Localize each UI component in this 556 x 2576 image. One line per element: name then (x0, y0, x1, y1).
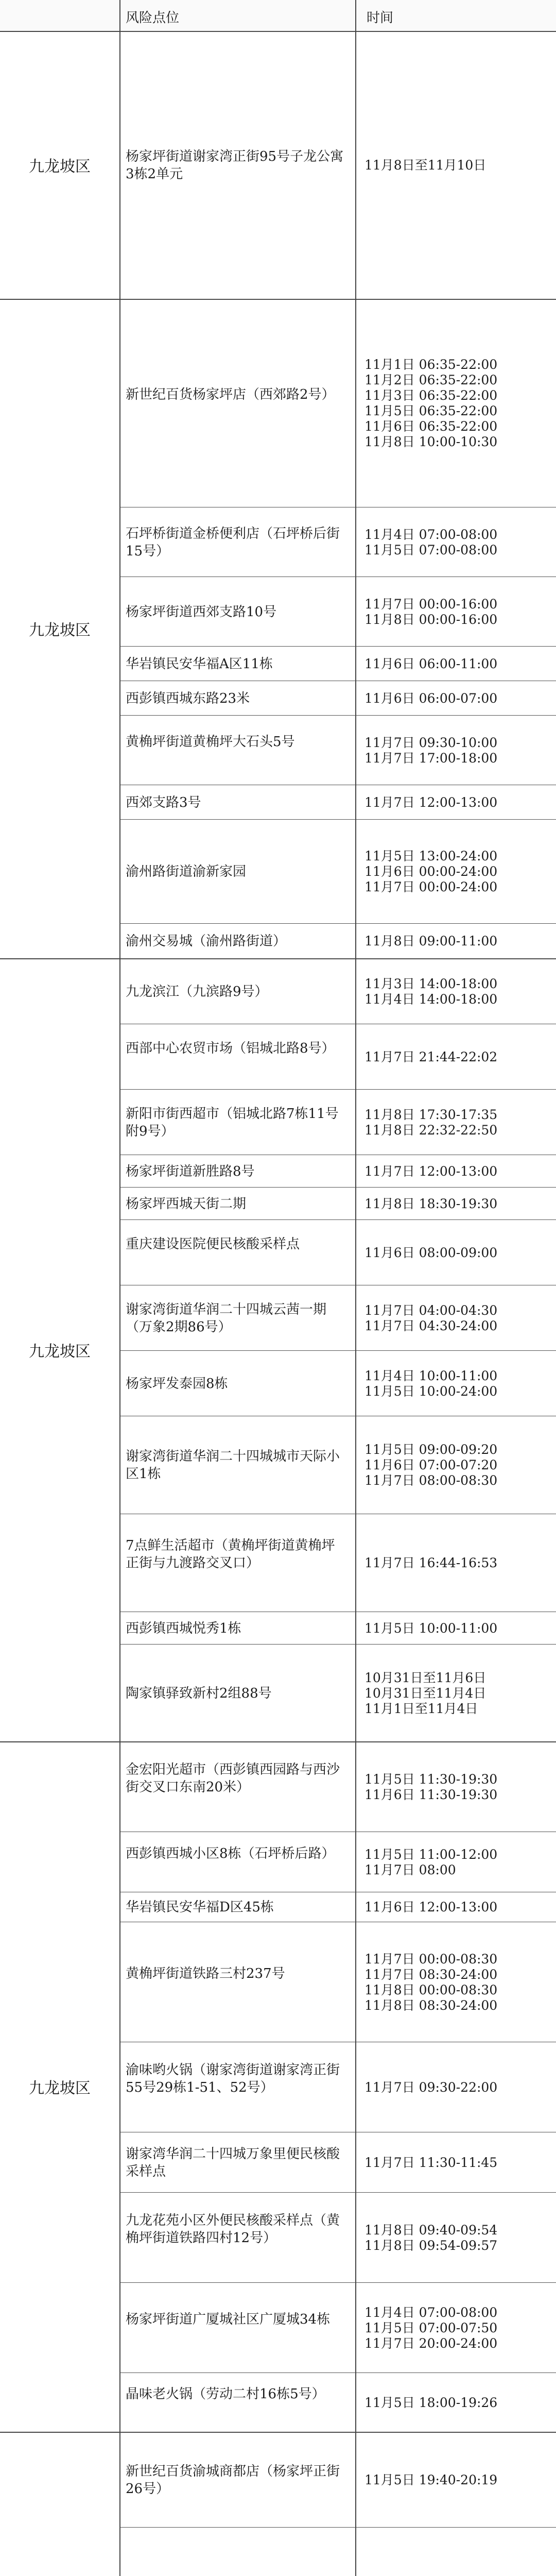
table-row (119, 1089, 556, 1155)
risk-location-cell: 金宏阳光超市（西彭镇西园路与西沙街交叉口东南20米） (126, 1762, 340, 1795)
district-label: 九龙坡区 (29, 158, 91, 176)
table-row (119, 715, 556, 785)
risk-location-cell: 杨家坪街道广厦城社区广厦城34栋 (126, 2312, 331, 2327)
risk-time-cell: 11月7日 12:00-13:00 (364, 795, 498, 810)
risk-time-cell: 11月7日 09:30-10:00 11月7日 17:00-18:00 (364, 735, 498, 766)
table-row (119, 1187, 556, 1219)
table-row (119, 819, 556, 923)
risk-time-cell: 11月6日 08:00-09:00 (364, 1245, 498, 1260)
risk-location-cell: 石坪桥街道金桥便利店（石坪桥后街15号） (126, 526, 340, 559)
table-row (119, 1024, 556, 1089)
table-row (119, 2042, 556, 2132)
risk-location-cell: 西彭镇西城东路23米 (126, 691, 250, 706)
risk-time-cell: 11月4日 07:00-08:00 11月5日 07:00-07:50 11月7日 20:00-24:00 (364, 2305, 498, 2351)
risk-time-cell: 11月6日 12:00-13:00 (364, 1900, 498, 1914)
district-label: 九龙坡区 (29, 2079, 91, 2097)
risk-location-cell: 新世纪百货杨家坪店（西郊路2号） (126, 387, 335, 402)
district-block (0, 958, 556, 1742)
table-row (119, 646, 556, 681)
risk-location-cell: 华岩镇民安华福D区45栋 (126, 1900, 274, 1915)
risk-time-cell: 11月4日 07:00-08:00 11月5日 07:00-08:00 (364, 527, 498, 557)
table-row (119, 1350, 556, 1416)
risk-time-cell: 11月7日 00:00-16:00 11月8日 00:00-16:00 (364, 597, 498, 627)
risk-time-cell: 11月4日 10:00-11:00 11月5日 10:00-24:00 (364, 1368, 498, 1399)
risk-location-cell: 西彭镇西城悦秀1栋 (126, 1621, 241, 1636)
risk-time-cell: 11月8日 09:40-09:54 11月8日 09:54-09:57 (364, 2223, 498, 2253)
table-row (119, 31, 556, 299)
risk-location-cell: 谢家湾街道华润二十四城城市天际小区1栋 (126, 1449, 340, 1482)
risk-time-cell: 11月7日 04:00-04:30 11月7日 04:30-24:00 (364, 1303, 498, 1333)
risk-time-cell: 11月8日 17:30-17:35 11月8日 22:32-22:50 (364, 1107, 498, 1138)
district-label: 九龙坡区 (29, 621, 91, 639)
risk-time-cell: 11月7日 00:00-08:30 11月7日 08:30-24:00 11月8日 00:00-08:30 11月8日 08:30-24:00 (364, 1952, 498, 2013)
risk-location-cell: 杨家坪街道西郊支路10号 (126, 604, 277, 620)
risk-location-cell: 黄桷坪街道铁路三村237号 (126, 1966, 285, 1981)
risk-location-cell: 西彭镇西城小区8栋（石坪桥后路） (126, 1846, 335, 1861)
table-row (119, 1892, 556, 1922)
risk-time-cell: 11月7日 16:44-16:53 (364, 1555, 498, 1570)
risk-time-cell: 11月5日 09:00-09:20 11月6日 07:00-07:20 11月7日 08:00-08:30 (364, 1442, 498, 1488)
risk-time-cell: 11月5日 19:40-20:19 (364, 2472, 498, 2487)
risk-location-cell: 陶家镇驿致新村2组88号 (126, 1686, 272, 1701)
risk-time-cell: 11月5日 11:00-12:00 11月7日 08:00 (364, 1847, 498, 1877)
table-row (119, 785, 556, 819)
table-row (119, 2527, 556, 2576)
risk-time-cell: 11月7日 09:30-22:00 (364, 2080, 498, 2095)
table-row (119, 2132, 556, 2192)
table-row (119, 2282, 556, 2372)
column-divider (119, 0, 120, 2576)
district-label: 九龙坡区 (29, 1343, 91, 1361)
table-row (119, 577, 556, 646)
risk-location-cell: 重庆建设医院便民核酸采样点 (126, 1236, 300, 1252)
table-row (119, 1219, 556, 1285)
table-row (119, 681, 556, 715)
risk-location-cell: 杨家坪西城天街二期 (126, 1196, 247, 1212)
risk-time-cell: 11月6日 06:00-11:00 (364, 656, 498, 671)
risk-time-cell: 11月5日 13:00-24:00 11月6日 00:00-24:00 11月7日 00:00-24:00 (364, 849, 498, 894)
risk-location-cell: 晶味老火锅（劳动二村16栋5号） (126, 2386, 325, 2402)
table-row (119, 2372, 556, 2432)
table-row (119, 1832, 556, 1892)
table-row (119, 1155, 556, 1187)
table-row (119, 1285, 556, 1350)
risk-time-cell: 11月7日 12:00-13:00 (364, 1164, 498, 1179)
risk-time-cell: 11月7日 21:44-22:02 (364, 1049, 498, 1064)
column-divider (355, 0, 356, 2576)
table-row (119, 1741, 556, 1832)
risk-location-cell: 杨家坪街道谢家湾正街95号子龙公寓3栋2单元 (126, 149, 344, 182)
table-row (119, 1514, 556, 1612)
table-row (119, 1416, 556, 1514)
table-row (119, 2432, 556, 2527)
risk-location-cell: 杨家坪街道新胜路8号 (126, 1164, 255, 1179)
risk-location-cell: 九龙滨江（九滨路9号） (126, 984, 268, 999)
risk-location-cell: 华岩镇民安华福A区11栋 (126, 656, 273, 672)
risk-time-cell: 11月5日 11:30-19:30 11月6日 11:30-19:30 (364, 1772, 498, 1802)
table-row (119, 1644, 556, 1741)
table-row (119, 299, 556, 507)
risk-location-cell: 黄桷坪街道黄桷坪大石头5号 (126, 734, 295, 750)
risk-time-cell: 11月5日 10:00-11:00 (364, 1621, 498, 1636)
table-row (119, 507, 556, 577)
table-row (119, 2192, 556, 2282)
risk-location-cell: 杨家坪发泰园8栋 (126, 1376, 228, 1392)
risk-time-cell: 11月3日 14:00-18:00 11月4日 14:00-18:00 (364, 976, 498, 1007)
district-label (0, 2432, 119, 2576)
risk-time-cell: 10月31日至11月6日 10月31日至11月4日 11月1日至11月4日 (364, 1670, 486, 1716)
district-block (0, 299, 556, 959)
risk-time-cell: 11月1日 06:35-22:00 11月2日 06:35-22:00 11月3日 06:35-22:00 11月5日 06:35-22:00 11月6日 06:35-22:00 11月8日 10:00-10:30 (364, 357, 498, 449)
risk-time-cell: 11月8日至11月10日 (364, 158, 486, 173)
risk-time-cell: 11月7日 11:30-11:45 (364, 2155, 498, 2170)
risk-location-cell: 渝味哟火锅（谢家湾街道谢家湾正街55号29栋1-51、52号） (126, 2062, 340, 2095)
header-location: 风险点位 (126, 10, 180, 26)
table-row (119, 923, 556, 958)
district-block (0, 31, 556, 300)
risk-location-cell: 谢家湾华润二十四城万象里便民核酸采样点 (126, 2146, 340, 2179)
risk-location-cell: 渝州路街道渝新家园 (126, 864, 247, 879)
district-block (0, 1741, 556, 2433)
risk-location-cell: 7点鲜生活超市（黄桷坪街道黄桷坪正街与九渡路交叉口） (126, 1538, 335, 1571)
risk-location-cell: 九龙花苑小区外便民核酸采样点（黄桷坪街道铁路四村12号） (126, 2213, 340, 2246)
table-row (119, 1922, 556, 2042)
table-header (0, 0, 556, 32)
district-block (0, 2432, 556, 2576)
risk-location-cell: 谢家湾街道华润二十四城云茜一期（万象2期86号） (126, 1302, 327, 1335)
risk-location-cell: 西部中心农贸市场（铝城北路8号） (126, 1041, 335, 1056)
risk-time-cell: 11月5日 18:00-19:26 (364, 2395, 498, 2410)
header-time: 时间 (367, 10, 394, 26)
risk-time-cell: 11月6日 06:00-07:00 (364, 691, 498, 706)
risk-location-cell: 西郊支路3号 (126, 795, 201, 810)
risk-location-cell: 新阳市街西超市（铝城北路7栋11号附9号） (126, 1106, 339, 1139)
risk-time-cell: 11月8日 18:30-19:30 (364, 1196, 498, 1211)
table-row (119, 958, 556, 1024)
risk-time-cell: 11月8日 09:00-11:00 (364, 934, 498, 948)
risk-location-cell: 新世纪百货渝城商都店（杨家坪正街26号） (126, 2464, 340, 2497)
risk-location-cell: 渝州交易城（渝州路街道） (126, 934, 287, 949)
table-row (119, 1612, 556, 1644)
